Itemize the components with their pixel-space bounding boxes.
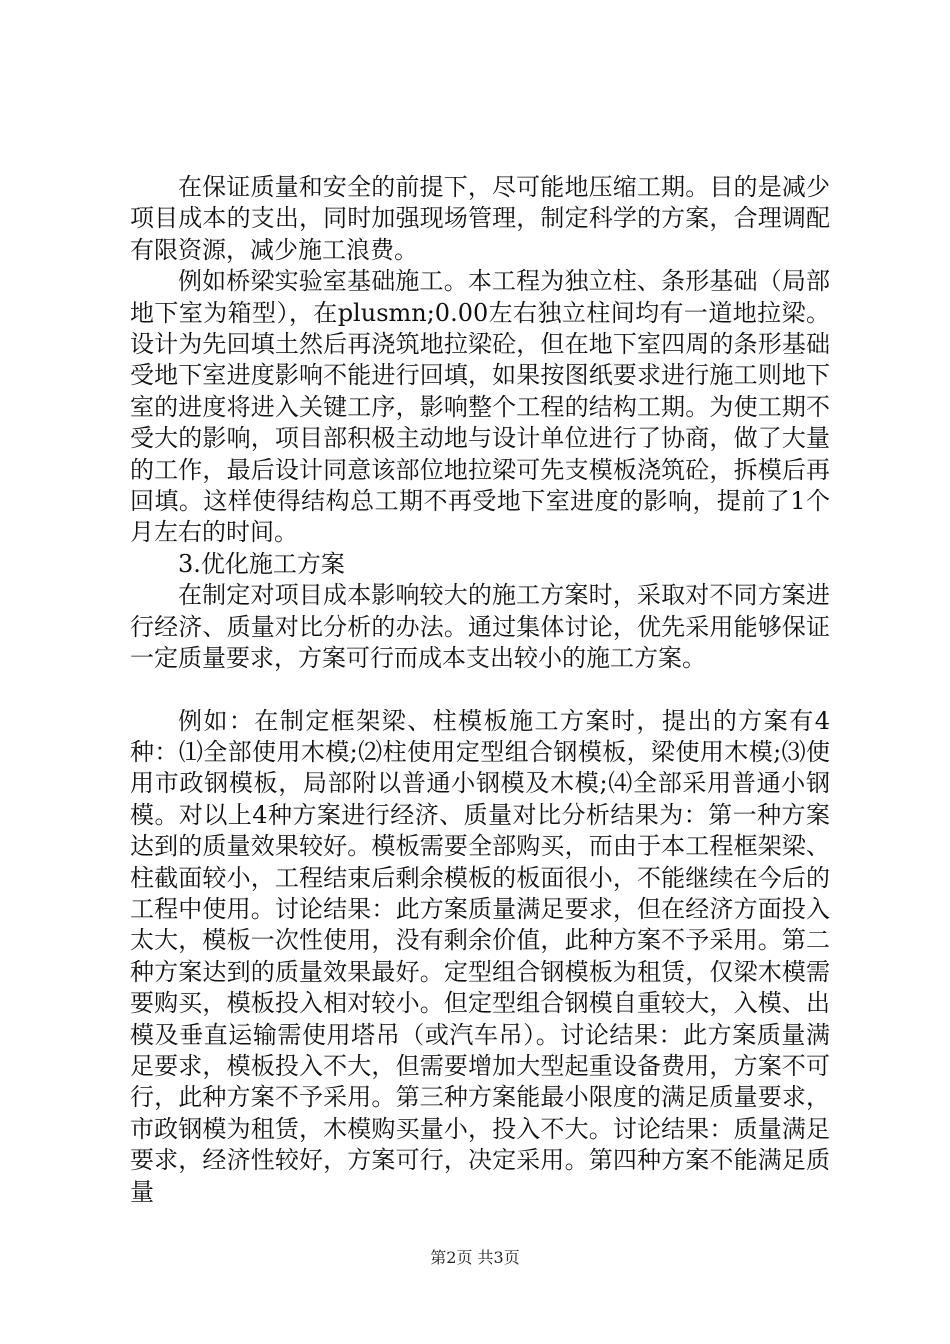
- paragraph-4: 例如：在制定框架梁、柱模板施工方案时，提出的方案有4种：⑴全部使用木模;⑵柱使用定型组合钢模板，梁使用木模;⑶使用市政钢模板，局部附以普通小钢模及木模;⑷全部采用普通小钢模。对以上4种方案进行经济、质量对比分析结果为：第一种方案达到的质量效果较好。模板需要全部购买，而由于本工程框架梁、柱截面较小，工程结束后剩余模板的板面很小，不能继续在今后的工程中使用。讨论结果：此方案质量满足要求，但在经济方面投入太大，模板一次性使用，没有剩余价值，此种方案不予采用。第二种方案达到的质量效果最好。定型组合钢模板为租赁，仅梁木模需要购买，模板投入相对较小。但定型组合钢模自重较大，入模、出模及垂直运输需使用塔吊（或汽车吊）。讨论结果：此方案质量满足要求，模板投入不大，但需要增加大型起重设备费用，方案不可行，此种方案不予采用。第三种方案能最小限度的满足质量要求，市政钢模为租赁，木模购买量小，投入不大。讨论结果：质量满足要求，经济性较好，方案可行，决定采用。第四种方案不能满足质量: [130, 706, 830, 1206]
- paragraph-gap: [130, 675, 830, 706]
- paragraph-2: 例如桥梁实验室基础施工。本工程为独立柱、条形基础（局部地下室为箱型），在plusmn;0.00左右独立柱间均有一道地拉梁。设计为先回填土然后再浇筑地拉梁砼，但在地下室四周的条形基础受地下室进度影响不能进行回填，如果按图纸要求进行施工则地下室的进度将进入关键工序，影响整个工程的结构工期。为使工期不受大的影响，项目部积极主动地与设计单位进行了协商，做了大量的工作，最后设计同意该部位地拉梁可先支模板浇筑砼，拆模后再回填。这样使得结构总工期不再受地下室进度的影响，提前了1个月左右的时间。: [130, 267, 830, 547]
- paragraph-1: 在保证质量和安全的前提下，尽可能地压缩工期。目的是减少项目成本的支出，同时加强现场管理，制定科学的方案，合理调配有限资源，减少施工浪费。: [130, 173, 830, 264]
- page-footer: 第2页 共3页: [430, 1248, 520, 1267]
- document-body: [130, 172, 830, 1208]
- section-heading: 3.优化施工方案: [178, 549, 345, 578]
- paragraph-3: 在制定对项目成本影响较大的施工方案时，采取对不同方案进行经济、质量对比分析的办法。通过集体讨论，优先采用能够保证一定质量要求，方案可行而成本支出较小的施工方案。: [130, 581, 830, 673]
